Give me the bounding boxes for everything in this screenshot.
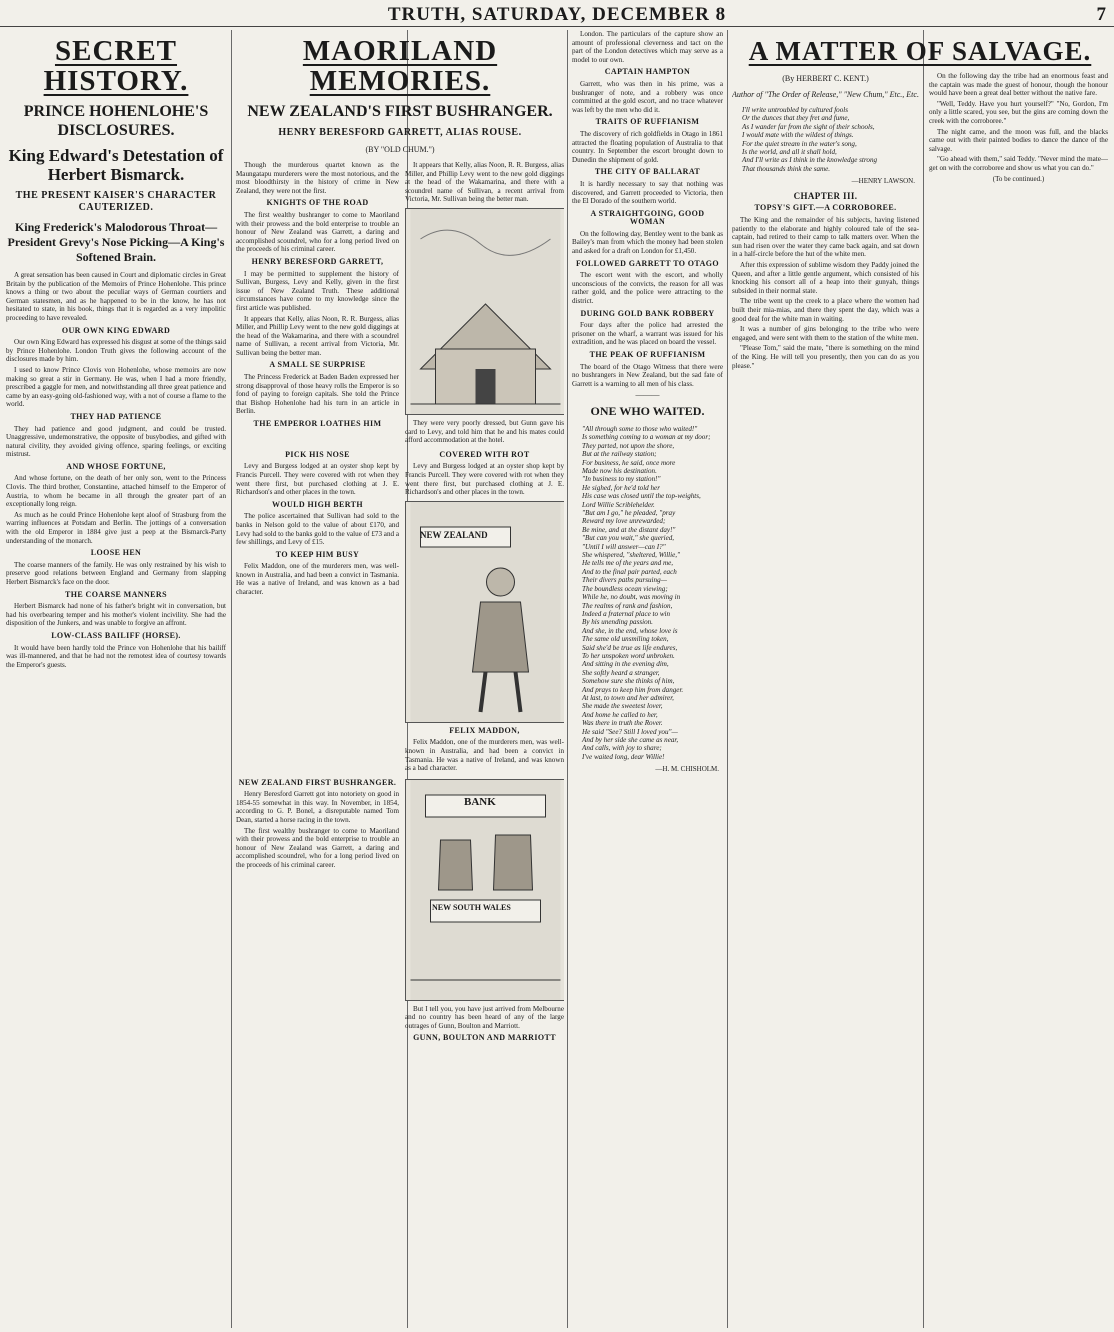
verse-line: And prays to keep him from danger. [582, 685, 684, 694]
maoriland-body-upper [236, 161, 564, 447]
article-paragraph: It is hardly necessary to say that nothing was discovered, and Garrett proceeded to Victoria, then the El Dorado of the southern world. [572, 179, 723, 206]
verse-line: He said "See? Still I loved you"— [582, 727, 678, 736]
verse-line: I'll write untroubled by cultured fools [742, 106, 849, 114]
article-paragraph: It was a number of gins belonging to the tribe who were engaged, and were sent with them to the station of the white men. [732, 325, 919, 342]
maoriland-col-b [405, 161, 564, 447]
maoriland-continued-column [572, 30, 723, 1328]
salvage-body [732, 72, 1108, 372]
article-paragraph: It would have been hardly told the Prince von Hohenlohe that his bailiff was ill-mannered, and that he had not the remotest idea of courtesy towards the Emperor's guests. [6, 643, 226, 669]
article-paragraph: Felix Maddon, one of the murderers men, was well-known in Australia, and had been a convict in Tasmania. He was a native of Ireland, and was known as a bad character. [236, 562, 399, 597]
article-paragraph: Four days after the police had arrested the prisoner on the wharf, a warrant was issued for his extradition, and he was placed on board the vessel. [572, 321, 723, 347]
verse-line: She softly heard a stranger, [582, 668, 660, 677]
article-paragraph: The Princess Frederick at Baden Baden expressed her strong disapproval of those heavy rolls the Emperor is so fond of paying to foreign capitals. She told the Prince that Bishop Hohenlohe had his turn in an article in Berlin. [236, 373, 399, 416]
subhead: PICK HIS NOSE [285, 449, 350, 459]
subhead: THE EMPEROR LOATHES HIM [253, 419, 382, 429]
to-be-continued: (To be continued.) [992, 174, 1045, 183]
article-paragraph: On the following day, Bentley went to the bank as Bailey's man from which the money had been stolen and asked for a draft on London for £1,450. [572, 229, 723, 256]
article-paragraph: The King and the remainder of his subjects, having listened patiently to the elaborate and highly coloured tale of the sea-captain, had retired to their camp to talk matters over. When the sun had risen over the water they came back again, and sat down in a half-circle before the hut of the white men. [732, 216, 919, 259]
verse-line: And to the final pair parted, each [582, 567, 677, 576]
article-paragraph: Felix Maddon, one of the murderers men, was well-known in Australia, and had been a convict in Tasmania. He was a native of Ireland, and was known as a bad character. [405, 738, 564, 773]
subhead: A SMALL SE SURPRISE [269, 360, 366, 370]
article-paragraph: The first wealthy bushranger to come to Maoriland with their prowess and the bold enterprise to trouble an honour of New Zealand was Garrett, a daring and accomplished scoundrel, who for a long period lived on the proceeds of his criminal career. [236, 210, 399, 254]
verse-line: And I'll write as I think in the knowledge strong [742, 156, 878, 165]
epigraph-signature: —HENRY LAWSON. [851, 177, 915, 186]
verse-line: I would mate with the wildest of things. [742, 131, 854, 140]
subhead: OUR OWN KING EDWARD [61, 325, 171, 335]
verse-line: "But am I go," he pleaded, "pray [582, 509, 676, 518]
article-paragraph: Levy and Burgess lodged at an oyster shop kept by Francis Purcell. They were covered with rot when they went there first, but purchased clothing at J. E. Richardson's and other places in the town. [405, 462, 564, 497]
article-paragraph: The coarse manners of the family. He was only restrained by his wish to preserve good relations between England and Germany from slapping Herbert Bismarck's face on the door. [6, 560, 226, 586]
article-paragraph: They had patience and good judgment, and could be trusted. Unaggressive, undemonstrative, the opposite of busybodies, and gifted with natural civility, they avoided giving offence, sparing feelings, or exciting mistrust. [6, 424, 226, 459]
verse-line: He tells me of the years and me, [582, 559, 674, 568]
salvage-author-line: Author of "The Order of Release," "New Chum," Etc., Etc. [732, 90, 919, 99]
verse-line: The boundless ocean viewing; [582, 584, 668, 593]
page-number: 7 [1096, 4, 1106, 25]
article-paragraph: It appears that Kelly, alias Noon, R. R. Burgess, alias Miller, and Phillip Levy went to the new gold diggings at the head of the Wakamarina, and there with a scoundrel name of Sullivan, a recent arrival from Victoria, Mr. Sullivan being the better man. [236, 314, 399, 357]
article-paragraph: The tribe went up the creek to a place where the women had built their mia-mias, and there they spent the day, which was a good deal for the white man in waiting. [732, 297, 919, 323]
article-paragraph: London. The particulars of the capture show an amount of professional cleverness and tact on the part of the London detectives which may serve as a model to our own. [572, 30, 723, 64]
subhead: THE COARSE MANNERS [65, 589, 167, 599]
verse-line: He sighed, for he'd told her [582, 483, 660, 492]
subhead: FOLLOWED GARRETT TO OTAGO [576, 258, 719, 268]
secret-history-deck-3: King Frederick's Malodorous Throat—President Grevy's Nose Picking—A King's Softened Brain. [7, 220, 225, 264]
article-paragraph: They were very poorly dressed, but Gunn gave his card to Levy, and told him that he and his mates could afford accommodation at the hotel. [405, 418, 564, 445]
verse-line: And calls, with joy to share; [582, 744, 662, 753]
maoriland-col-a-3 [236, 775, 399, 1046]
shack-drawing [406, 209, 564, 414]
poem-signature: —H. M. CHISHOLM. [655, 765, 719, 774]
verse-line: The same old unsmiling token, [582, 635, 669, 644]
subhead: A STRAIGHTGOING, GOOD WOMAN [590, 208, 705, 227]
verse-line: And sitting in the evening dim, [582, 660, 669, 669]
article-paragraph: It appears that Kelly, alias Noon, R. R. Burgess, alias Miller, and Phillip Levy went to the new gold diggings at the head of the Wakamarina, and there with a scoundrel name of Sullivan, a recent arrival from Victoria, Mr. Sullivan being the better man. [405, 161, 564, 204]
verse-line: Reward my love unrewarded; [582, 517, 666, 526]
secret-history-deck-2: THE PRESENT KAISER'S CHARACTER CAUTERIZED. [15, 190, 217, 213]
verse-line: Be mine, and at the distant day!" [582, 525, 676, 534]
salvage-col-b [929, 72, 1108, 372]
article-paragraph: Henry Beresford Garrett got into notoriety on good in 1854-55 somewhat in this way. In November, in 1854, according to G. P. Bonel, a disreputable named Tom Dean, started a horse racing in the town. [236, 790, 399, 825]
article-paragraph: Our own King Edward has expressed his disgust at some of the things said by Prince Hohenlohe. London Truth gives the following account of the disclosures made by him. [6, 338, 226, 364]
maoriland-name-line: HENRY BERESFORD GARRETT, ALIAS ROUSE. [278, 127, 522, 138]
verse-line: "But can you wait," she queried, [582, 534, 675, 543]
secret-history-subheading: PRINCE HOHENLOHE'S DISCLOSURES. [23, 103, 209, 139]
verse-line: And by her side she came as near, [582, 736, 679, 744]
secret-history-deck-1: King Edward's Detestation of Herbert Bismarck. [8, 146, 224, 184]
verse-line: For the quiet stream in the water's song, [742, 139, 857, 148]
verse-line: The realms of rank and fashion, [582, 601, 673, 610]
secret-history-article [6, 30, 226, 1328]
verse-line: They parted, not upon the shore, [582, 441, 675, 450]
maoriland-col-a [236, 161, 399, 447]
verse-line: I've waited long, dear Willie! [582, 752, 665, 761]
article-paragraph: And whose fortune, on the death of her only son, went to the Princess Clovis. The third brother, Constantine, attached himself to the Emperor of Austria, to whom he became in all through the greater part of an exceptionally long reign. [6, 474, 226, 509]
illustration-caption: NEW ZEALAND [420, 529, 488, 540]
subhead: CAPTAIN HAMPTON [604, 67, 691, 77]
article-paragraph: Though the murderous quartet known as the Maungatapu murderers were the most notorious, and the most bloodthirsty in the history of crime in New Zealand, they were not the first. [236, 161, 399, 195]
maoriland-col-b-3 [405, 775, 564, 1046]
verse-line: Indeed a fraternal place to win [582, 609, 671, 618]
epigraph [742, 106, 919, 173]
maoriland-heading: MAORILAND MEMORIES. [302, 35, 498, 97]
article-paragraph: On the following day the tribe had an enormous feast and the captain was made the guest of honour, though the honour would have been a great deal better without the native fare. [929, 72, 1108, 98]
column-rule [231, 30, 232, 1328]
chapter-number: CHAPTER III. [793, 190, 858, 201]
subhead: LOW-CLASS BAILIFF (HORSE). [51, 630, 181, 640]
article-paragraph: I may be permitted to supplement the history of Sullivan, Burgess, Levy and Kelly, given in the first issue of New Zealand Truth. These additional circumstances have come to my knowledge since the first article was published. [236, 269, 399, 312]
verse-line: Said she'd be true as life endures, [582, 643, 678, 652]
subhead: TO KEEP HIM BUSY [275, 549, 360, 559]
subhead: COVERED WITH ROT [439, 449, 530, 459]
verse-line: Made now his destination. [582, 467, 657, 475]
maoriland-col-a-2 [236, 447, 399, 775]
verse-line: But at the railway station; [582, 450, 657, 459]
article-paragraph: But I tell you, you have just arrived from Melbourne and no country has been heard of any of the large outrages of Gunn, Boulton and Marriott. [405, 1004, 564, 1030]
article-paragraph: The first wealthy bushranger to come to Maoriland with their prowess and the bold enterprise to trouble an honour of New Zealand was Garrett, a daring and accomplished scoundrel, who for a long period lived on the proceeds of his criminal career. [236, 826, 399, 870]
verse-line: While he, no doubt, was moving in [582, 593, 681, 602]
verse-line: "Until I will answer—can I?" [582, 542, 666, 551]
verse-line: For business, he said, once more [582, 458, 676, 467]
bank-drawing [406, 780, 564, 1000]
verse-line: And home he called to her, [582, 710, 658, 719]
subhead: LOOSE HEN [90, 548, 142, 558]
verse-line: Was there in truth the Rover. [582, 719, 663, 728]
verse-line: "In business to my station!" [582, 475, 661, 484]
verse-line: His case was closed until the top-weights, [582, 492, 701, 501]
subhead: NEW ZEALAND FIRST BUSHRANGER. [238, 777, 397, 787]
verse-line: Their divers paths pursuing— [582, 576, 667, 585]
maoriland-col-b-2 [405, 447, 564, 775]
illustration-shack [405, 208, 564, 415]
illustration-caption: NEW SOUTH WALES [432, 902, 511, 912]
separator: ——— [635, 390, 660, 400]
subhead: DURING GOLD BANK ROBBERY [580, 308, 715, 318]
article-paragraph: The discovery of rich goldfields in Otago in 1861 attracted the floating population of Australia to that country. In September the escort brought down to Dunedin the shipment of gold. [572, 129, 723, 164]
article-paragraph: The escort went with the escort, and wholly unconscious of the convicts, the reason for all was rather gold, and the police were attracting to the district. [572, 271, 723, 306]
salvage-heading: A MATTER OF SALVAGE. [748, 36, 1092, 66]
article-paragraph: The night came, and the moon was full, and the blacks came out with their painted bodies to dance the dance of the salvage. [929, 127, 1108, 153]
article-paragraph: Garrett, who was then in his prime, was a bushranger of note, and a robbery was once committed at the gold escort, and no trace whatever was left by the men who did it. [572, 79, 723, 114]
secret-history-heading: SECRET HISTORY. [43, 35, 189, 97]
verse-line: At last, to town and her admirer, [582, 693, 674, 702]
article-paragraph: Herbert Bismarck had none of his father's bright wit in conversation, but had his overbearing temper and his mother's violent incivility. She had the disposition of the Junkers, and was unable to forgive an affront. [6, 602, 226, 628]
maoriland-article [236, 30, 564, 1328]
maoriland-byline: (BY "OLD CHUM.") [365, 145, 435, 154]
subhead: AND WHOSE FORTUNE, [66, 461, 166, 471]
subhead: HENRY BERESFORD GARRETT, [251, 256, 384, 266]
verse-line: Is something coming to a woman at my door; [582, 433, 711, 442]
article-paragraph: Levy and Burgess lodged at an oyster shop kept by Francis Purcell. They were covered with rot when they went there first, but purchased clothing at J. E. Richardson's and other places in the town. [236, 462, 399, 497]
salvage-byline: (By HERBERT C. KENT.) [782, 74, 869, 83]
verse-line: She whispered, "sheltered, Willie," [582, 551, 681, 560]
article-paragraph: "Please Tom," said the mate, "there is something on the mind of the King. He will tell you presently, then you can do as you please." [732, 344, 919, 370]
poem-heading: ONE WHO WAITED. [590, 403, 705, 418]
subhead: TRAITS OF RUFFIANISM [595, 117, 700, 127]
article-paragraph: "Go ahead with them," said Teddy. "Never mind the mate—get on with the corroboree and show us what you can do." [929, 155, 1108, 172]
subhead: WOULD HIGH BERTH [271, 499, 364, 509]
subhead: FELIX MADDON, [449, 725, 520, 735]
salvage-col-a [732, 72, 919, 372]
masthead [0, 0, 1114, 27]
maoriland-subheading: NEW ZEALAND'S FIRST BUSHRANGER. [247, 103, 553, 120]
article-paragraph: After this expression of sublime wisdom they Paddy joined the Queen, and after a little gentle argument, which consisted of his knocking his consort all of a heap into their gunyah, things subsided in their normal state. [732, 261, 919, 295]
verse-line: "All through some to those who waited!" [582, 424, 698, 433]
illustration-new-zealand [405, 501, 564, 723]
column-rule [727, 30, 728, 1328]
verse-line: To her unspoken word unbroken. [582, 651, 675, 660]
subhead: THE CITY OF BALLARAT [594, 167, 701, 177]
article-paragraph: I used to know Prince Clovis von Hohenlohe, whose memoirs are now making so great a stir in Germany. He was, when I had a more friendly, prescribed a gaggle for men, and notwithstanding all three great patience and came by an easy-going old-fashioned way, with a not of course a flame to the world. [6, 365, 226, 409]
subhead: THE PEAK OF RUFFIANISM [589, 350, 706, 359]
salvage-article [732, 30, 1108, 1328]
maoriland-body-middle [236, 447, 564, 775]
article-paragraph: "Well, Teddy. Have you hurt yourself?" "No, Gordon, I'm only a little scared, you see, but the gins are coming down the creek with the corroboree." [929, 99, 1108, 125]
illustration-bank [405, 779, 564, 1001]
verse-line: Or the dunces that they fret and fume, [742, 114, 850, 123]
subhead: THEY HAD PATIENCE [70, 411, 162, 421]
verse-line: Lord Willie Scriblehelder. [582, 500, 655, 509]
article-paragraph: The board of the Otago Witness that there were no bushrangers in New Zealand, but the sad fate of Garrett is a warning to all men of his class. [572, 362, 723, 388]
verse-line: That thousands think the same. [742, 164, 831, 173]
chapter-title: TOPSY'S GIFT.—A CORROBOREE. [754, 203, 897, 213]
poem [582, 425, 723, 761]
verse-line: And she, in the end, whose love is [582, 626, 678, 635]
illustration-caption: BANK [464, 795, 496, 808]
verse-line: As I wander far from the sight of their schools, [742, 122, 875, 131]
verse-line: By his unending passion. [582, 618, 653, 627]
newspaper-title: TRUTH, SATURDAY, DECEMBER 8 [387, 4, 727, 25]
subhead: KNIGHTS OF THE ROAD [266, 198, 369, 208]
verse-line: She made the sweetest lover, [582, 702, 663, 711]
article-paragraph: A great sensation has been caused in Court and diplomatic circles in Great Britain by the publication of the Memoirs of Prince Hohenlohe. This prince knows a thing or two about the peculiar ways of German courtiers and German statesmen, and as he happened to be in the know, he has not hesitated to state, in his book, things that it is regarded as a very impolitic proceeding to have revealed. [6, 271, 226, 322]
article-paragraph: The police ascertained that Sullivan had sold to the banks in Nelson gold to the value of about £170, and Levy had sold to the banks gold to the value of £73 and a few shillings, and Levy of £15. [236, 512, 399, 547]
maoriland-body-lower [236, 775, 564, 1046]
column-rule [567, 30, 568, 1328]
subhead: GUNN, BOULTON AND MARRIOTT [413, 1033, 556, 1043]
verse-line: Somehow sure she thinks of him, [582, 677, 675, 686]
verse-line: Is the world, and all it shall hold, [742, 148, 837, 157]
article-paragraph: As much as he could Prince Hohenlohe kept aloof of Strasburg from the warring influences at Potsdam and Berlin. The jottings of a conversation with the old Emperor in 1884 give just a peep at the Bismarck-Party understanding of the monarch. [6, 510, 226, 545]
